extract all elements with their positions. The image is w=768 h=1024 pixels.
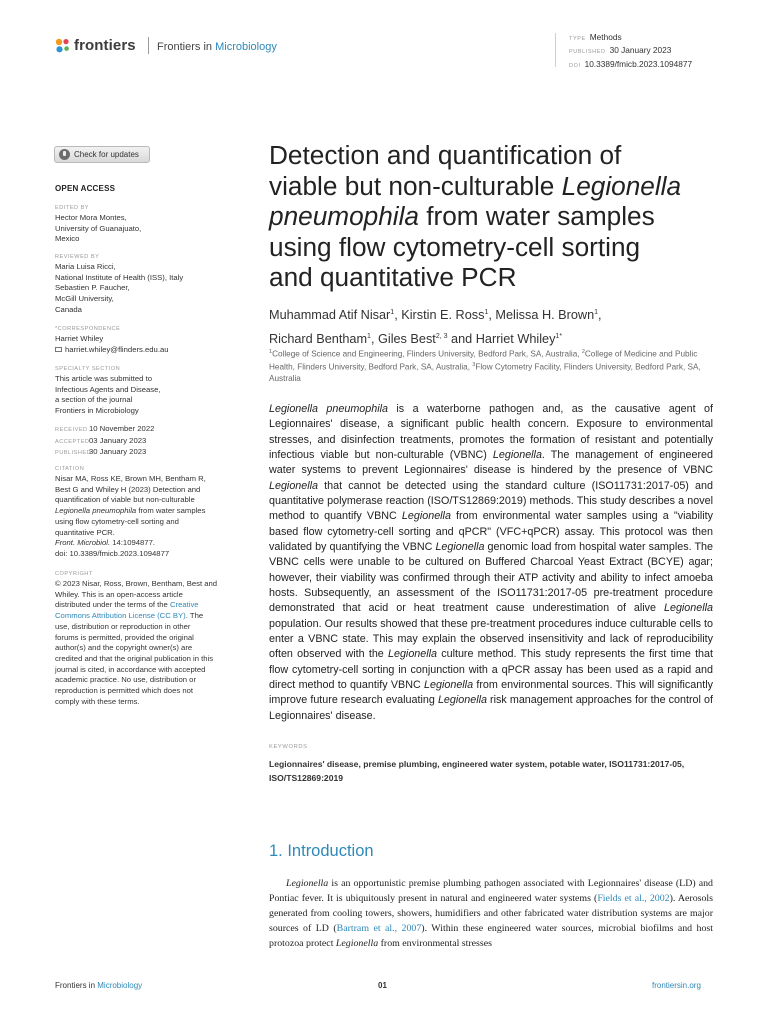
citation-doi: doi: 10.3389/fmicb.2023.1094877 xyxy=(55,548,170,558)
citation-volume: 14:1094877. xyxy=(110,538,155,548)
citation-text: from water samples xyxy=(136,506,206,516)
author-list: Muhammad Atif Nisar$^1$, Kirstin E. Ross$^1$, Melissa H. Brown$^1$, Richard Bentham$^1$, Giles Best$^{2, 3}$ and Harriet Whiley$^{1*}$ xyxy=(269,308,602,347)
reviewer-line: McGill University, xyxy=(55,294,114,304)
title-species: pneumophila xyxy=(269,201,419,232)
specialty-key: SPECIALTY SECTION xyxy=(55,366,121,372)
frontiers-logo-icon xyxy=(55,38,71,54)
meta-divider xyxy=(555,33,556,67)
editor-line: University of Guanajuato, xyxy=(55,223,142,233)
journal-name: Microbiology xyxy=(215,41,277,53)
edited-by-section xyxy=(55,204,255,245)
license-link[interactable]: Commons Attribution License (CC BY) xyxy=(55,611,186,621)
footer-journal: Frontiers in Microbiology xyxy=(55,981,143,990)
title-genus: Legionella xyxy=(561,170,682,201)
title-line: viable but non-culturable Legionella xyxy=(269,170,682,201)
doi-value[interactable]: 10.3389/fmicb.2023.1094877 xyxy=(584,58,693,69)
citation-key: CITATION xyxy=(55,466,85,472)
received-key: RECEIVED xyxy=(55,427,88,433)
citation-line xyxy=(55,538,255,549)
published-value: 30 January 2023 xyxy=(609,45,672,56)
specialty-section xyxy=(55,365,255,417)
specialty-line: Frontiers in Microbiology xyxy=(55,406,139,416)
copyright-line xyxy=(55,611,255,622)
copyright-line: academic practice. No use, distribution or xyxy=(55,675,197,685)
title-line: and quantitative PCR xyxy=(269,262,517,293)
author-name[interactable]: Harriet Whiley xyxy=(475,332,556,347)
published-key: PUBLISHED xyxy=(55,450,92,457)
check-for-updates-label: Check for updates xyxy=(74,150,139,159)
citation-line: quantitative PCR. xyxy=(55,527,115,537)
citation-link[interactable]: Bartram et al., 2007 xyxy=(336,923,422,934)
specialty-line: This article was submitted to xyxy=(55,374,152,383)
editor-line: Hector Mora Montes, xyxy=(55,213,127,222)
abstract: Legionella pneumophila is a waterborne pathogen and, as the causative agent of Legionnaires' disease, a significant public health concern. Exposure to environmental stresses, and disinfection treatments, promotes the formation of resistant and potentially infectious viable but non-culturable (VBNC) Legionella. The management of engineered water systems to prevent Legionnaires' disease is hindered by the presence of VBNC Legionella that cannot be detected using the standard culture (ISO11731:2017-05) and quantitative polymerase reaction (ISO/TS12869:2019) methods. This study describes a novel method to quantify VBNC Legionella from environmental water samples using a "viability based flow cytometry-cell sorting and qPCR" (VFC+qPCR) assay. This protocol was then validated by quantifying the VBNC Legionella genomic load from hospital water samples. The VBNC cells were unable to be cultured on Buffered Charcoal Yeast Extract (BCYE) agar; however, their viability was confirmed through their ATP activity and ability to infect amoeba hosts. Subsequently, an assessment of the ISO11731:2017-05 pre-treatment procedure demonstrated that acid or heat treatment cause underestimation of alive Legionella population. Our results showed that these pre-treatment procedures induce culturable cells to enter a VBNC state. This may explain the observed insensitivity and lack of reproducibility often observed with the Legionella culture method. This study represents the first time that flow cytometry-cell sorting in conjunction with a qPCR assay has been used as a rapid and direct method to quantify VBNC Legionella from environmental sources. This will significantly improve future research evaluating Legionella risk management approaches for the control of Legionnaires' disease. xyxy=(269,403,714,722)
author-name[interactable]: Muhammad Atif Nisar xyxy=(269,308,391,323)
reviewer-line: Maria Luisa Ricci, xyxy=(55,262,116,271)
copyright-line: author(s) and the copyright owner(s) are xyxy=(55,643,193,653)
citation-line: Nisar MA, Ross KE, Brown MH, Bentham R, xyxy=(55,474,206,483)
citation-journal: Front. Microbiol. xyxy=(55,538,111,548)
page-number: 01 xyxy=(378,981,387,990)
citation-line: quantification of viable but non-culturable xyxy=(55,495,195,505)
copyright-line: comply with these terms. xyxy=(55,696,140,706)
copyright-line: Whiley. This is an open-access article xyxy=(55,589,183,599)
update-icon xyxy=(59,149,70,160)
section-heading: 1. Introduction xyxy=(269,842,374,860)
citation-species: Legionella pneumophila xyxy=(55,506,137,516)
author-name[interactable]: Richard Bentham xyxy=(269,332,368,347)
reviewed-by-key: REVIEWED BY xyxy=(55,254,100,260)
author-name[interactable]: Kirstin E. Ross xyxy=(401,308,485,323)
citation-link[interactable]: Fields et al., 2002 xyxy=(597,893,670,904)
published-date: 30 January 2023 xyxy=(89,447,147,457)
received-date: 10 November 2022 xyxy=(89,424,155,433)
title-line: pneumophila from water samples xyxy=(269,201,655,232)
accepted-date: 03 January 2023 xyxy=(89,435,147,445)
copyright-section xyxy=(55,570,255,707)
specialty-line: Infectious Agents and Disease, xyxy=(55,384,161,394)
type-value: Methods xyxy=(589,32,622,42)
editor-line: Mexico xyxy=(55,234,80,244)
specialty-line: a section of the journal xyxy=(55,395,133,405)
citation-line: Best G and Whiley H (2023) Detection and xyxy=(55,484,201,494)
check-for-updates-button[interactable] xyxy=(54,146,150,163)
copyright-line: forums is permitted, provided the original xyxy=(55,632,194,642)
copyright-key: COPYRIGHT xyxy=(55,571,93,577)
reviewer-line: Sebastien P. Faucher, xyxy=(55,283,130,293)
header-divider xyxy=(148,37,149,54)
keywords-label: KEYWORDS xyxy=(269,744,308,750)
journal-title[interactable] xyxy=(157,41,277,53)
reviewer-line: National Institute of Health (ISS), Italy xyxy=(55,272,184,282)
brand-name: frontiers xyxy=(74,37,136,54)
copyright-line xyxy=(55,600,255,611)
copyright-text: . The xyxy=(185,611,204,621)
published-key: PUBLISHED xyxy=(569,49,606,56)
footer-site-link[interactable]: frontiersin.org xyxy=(652,981,701,990)
correspondence-email-row[interactable] xyxy=(55,345,255,356)
doi-key: DOI xyxy=(569,62,581,69)
open-access-label: OPEN ACCESS xyxy=(55,184,116,193)
copyright-line: reproduction is permitted which does not xyxy=(55,686,194,696)
author-name[interactable]: Giles Best xyxy=(378,332,436,347)
introduction-body xyxy=(269,876,713,951)
copyright-line: journal is cited, in accordance with accepted xyxy=(55,664,206,674)
email-icon xyxy=(55,347,62,352)
copyright-line: credited and that the original publication in this xyxy=(55,653,214,663)
accepted-key: ACCEPTED xyxy=(55,438,90,445)
correspondence-section xyxy=(55,325,255,355)
article-title xyxy=(269,140,739,293)
title-line: using flow cytometry-cell sorting xyxy=(269,231,641,262)
article-meta xyxy=(569,32,692,72)
edited-by-key: EDITED BY xyxy=(55,205,90,211)
copyright-line: © 2023 Nisar, Ross, Brown, Bentham, Best and xyxy=(55,579,218,588)
correspondence-name: Harriet Whiley xyxy=(55,334,104,343)
affiliations: $^1$College of Science and Engineering, Flinders University, Bedford Park, SA, Australia, $^2$College of Medicine and Public Health, Flinders University, Bedford Park, SA, Australia, $^3$Flow Cytometry Facility, Flinders University, Bedford Park, SA, Australia xyxy=(269,349,701,384)
citation-section xyxy=(55,465,255,560)
license-link[interactable]: Creative xyxy=(169,600,199,610)
author-name[interactable]: Melissa H. Brown xyxy=(495,308,595,323)
paragraph: Legionella is an opportunistic premise plumbing pathogen associated with Legionnaires' disease (LD) and Pontiac fever. It is ubiquitously present in natural and engineered water systems (Fields et al., 2002). Aerosols generated from cooling towers, showers, humidifiers and other fabricated water distribution systems are major sources of LD (Bartram et al., 2007). Within these engineered water sources, microbial biofilms and host protozoa protect Legionella from environmental stresses xyxy=(269,878,713,949)
correspondence-email[interactable]: harriet.whiley@flinders.edu.au xyxy=(65,344,169,354)
reviewed-by-section xyxy=(55,253,255,316)
keywords-list: Legionnaires' disease, premise plumbing, engineered water system, potable water, ISO11731:2017-05, ISO/TS12869:2019 xyxy=(269,759,685,783)
citation-line xyxy=(55,506,255,517)
dates-section xyxy=(55,424,255,459)
copyright-line: use, distribution or reproduction in other xyxy=(55,621,191,631)
title-line: Detection and quantification of xyxy=(269,140,622,170)
type-key: TYPE xyxy=(569,36,586,42)
citation-line: using flow cytometry-cell sorting and xyxy=(55,516,179,526)
copyright-text: distributed under the terms of the xyxy=(55,600,170,610)
reviewer-line: Canada xyxy=(55,304,82,314)
correspondence-key: *CORRESPONDENCE xyxy=(55,326,121,332)
journal-prefix: Frontiers in xyxy=(157,41,213,53)
